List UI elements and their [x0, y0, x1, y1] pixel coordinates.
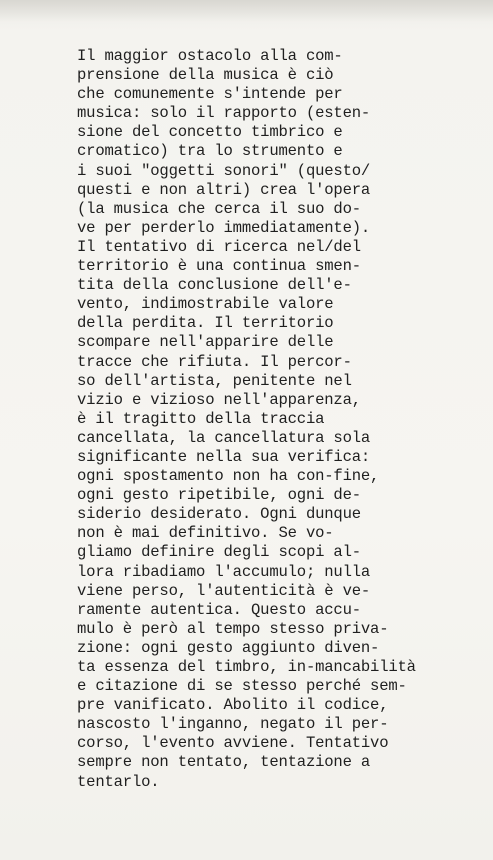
text-line: scompare nell'apparire delle	[77, 333, 334, 352]
text-line: ve per perderlo immediatamente).	[77, 218, 371, 237]
text-line: tentarlo.	[77, 772, 160, 791]
text-line: non è mai definitivo. Se vo-	[77, 524, 334, 543]
text-line: (la musica che cerca il suo do-	[77, 199, 361, 218]
text-line: zione: ogni gesto aggiunto diven-	[77, 638, 380, 657]
text-line: è il tragitto della traccia	[77, 409, 325, 428]
text-line: siderio desiderato. Ogni dunque	[77, 505, 361, 524]
text-line: musica: solo il rapporto (esten-	[77, 104, 371, 123]
text-line: ramente autentica. Questo accu-	[77, 600, 361, 619]
text-line: mulo è però al tempo stesso priva-	[77, 619, 389, 638]
text-line: cromatico) tra lo strumento e	[77, 142, 343, 161]
text-line: Il maggior ostacolo alla com-	[77, 47, 343, 65]
text-line: territorio è una continua smen-	[77, 257, 361, 276]
text-line: vizio e vizioso nell'apparenza,	[77, 390, 361, 409]
text-line: e citazione di se stesso perché sem-	[77, 677, 407, 696]
text-line: i suoi "oggetti sonori" (questo/	[77, 161, 371, 180]
text-line: viene perso, l'autenticità è ve-	[77, 581, 371, 600]
text-line: che comunemente s'intende per	[77, 85, 343, 104]
text-line: so dell'artista, penitente nel	[77, 371, 352, 390]
text-line: sione del concetto timbrico e	[77, 123, 343, 142]
text-line: significante nella sua verifica:	[77, 447, 371, 466]
text-line: nascosto l'inganno, negato il per-	[77, 715, 389, 734]
text-line: ta essenza del timbro, in-mancabilità	[77, 658, 416, 676]
text-line: vento, indimostrabile valore	[77, 295, 334, 314]
text-line: pre vanificato. Abolito il codice,	[77, 696, 389, 715]
text-line: prensione della musica è ciò	[77, 66, 334, 85]
text-line: cancellata, la cancellatura sola	[77, 428, 371, 447]
text-line: tracce che rifiuta. Il percor-	[77, 352, 352, 371]
text-line: corso, l'evento avviene. Tentativo	[77, 734, 389, 753]
text-line: ogni gesto ripetibile, ogni de-	[77, 486, 361, 505]
text-line: sempre non tentato, tentazione a	[77, 753, 371, 772]
text-line: Il tentativo di ricerca nel/del	[77, 237, 361, 256]
page-top-shadow	[0, 0, 493, 22]
text-line: gliamo definire degli scopi al-	[77, 543, 361, 562]
typewritten-text-block	[77, 47, 487, 792]
text-line: tita della conclusione dell'e-	[77, 276, 352, 295]
text-line: questi e non altri) crea l'opera	[77, 180, 371, 199]
text-line: lora ribadiamo l'accumulo; nulla	[77, 562, 371, 581]
text-line: della perdita. Il territorio	[77, 314, 334, 333]
text-line: ogni spostamento non ha con-fine,	[77, 467, 380, 486]
